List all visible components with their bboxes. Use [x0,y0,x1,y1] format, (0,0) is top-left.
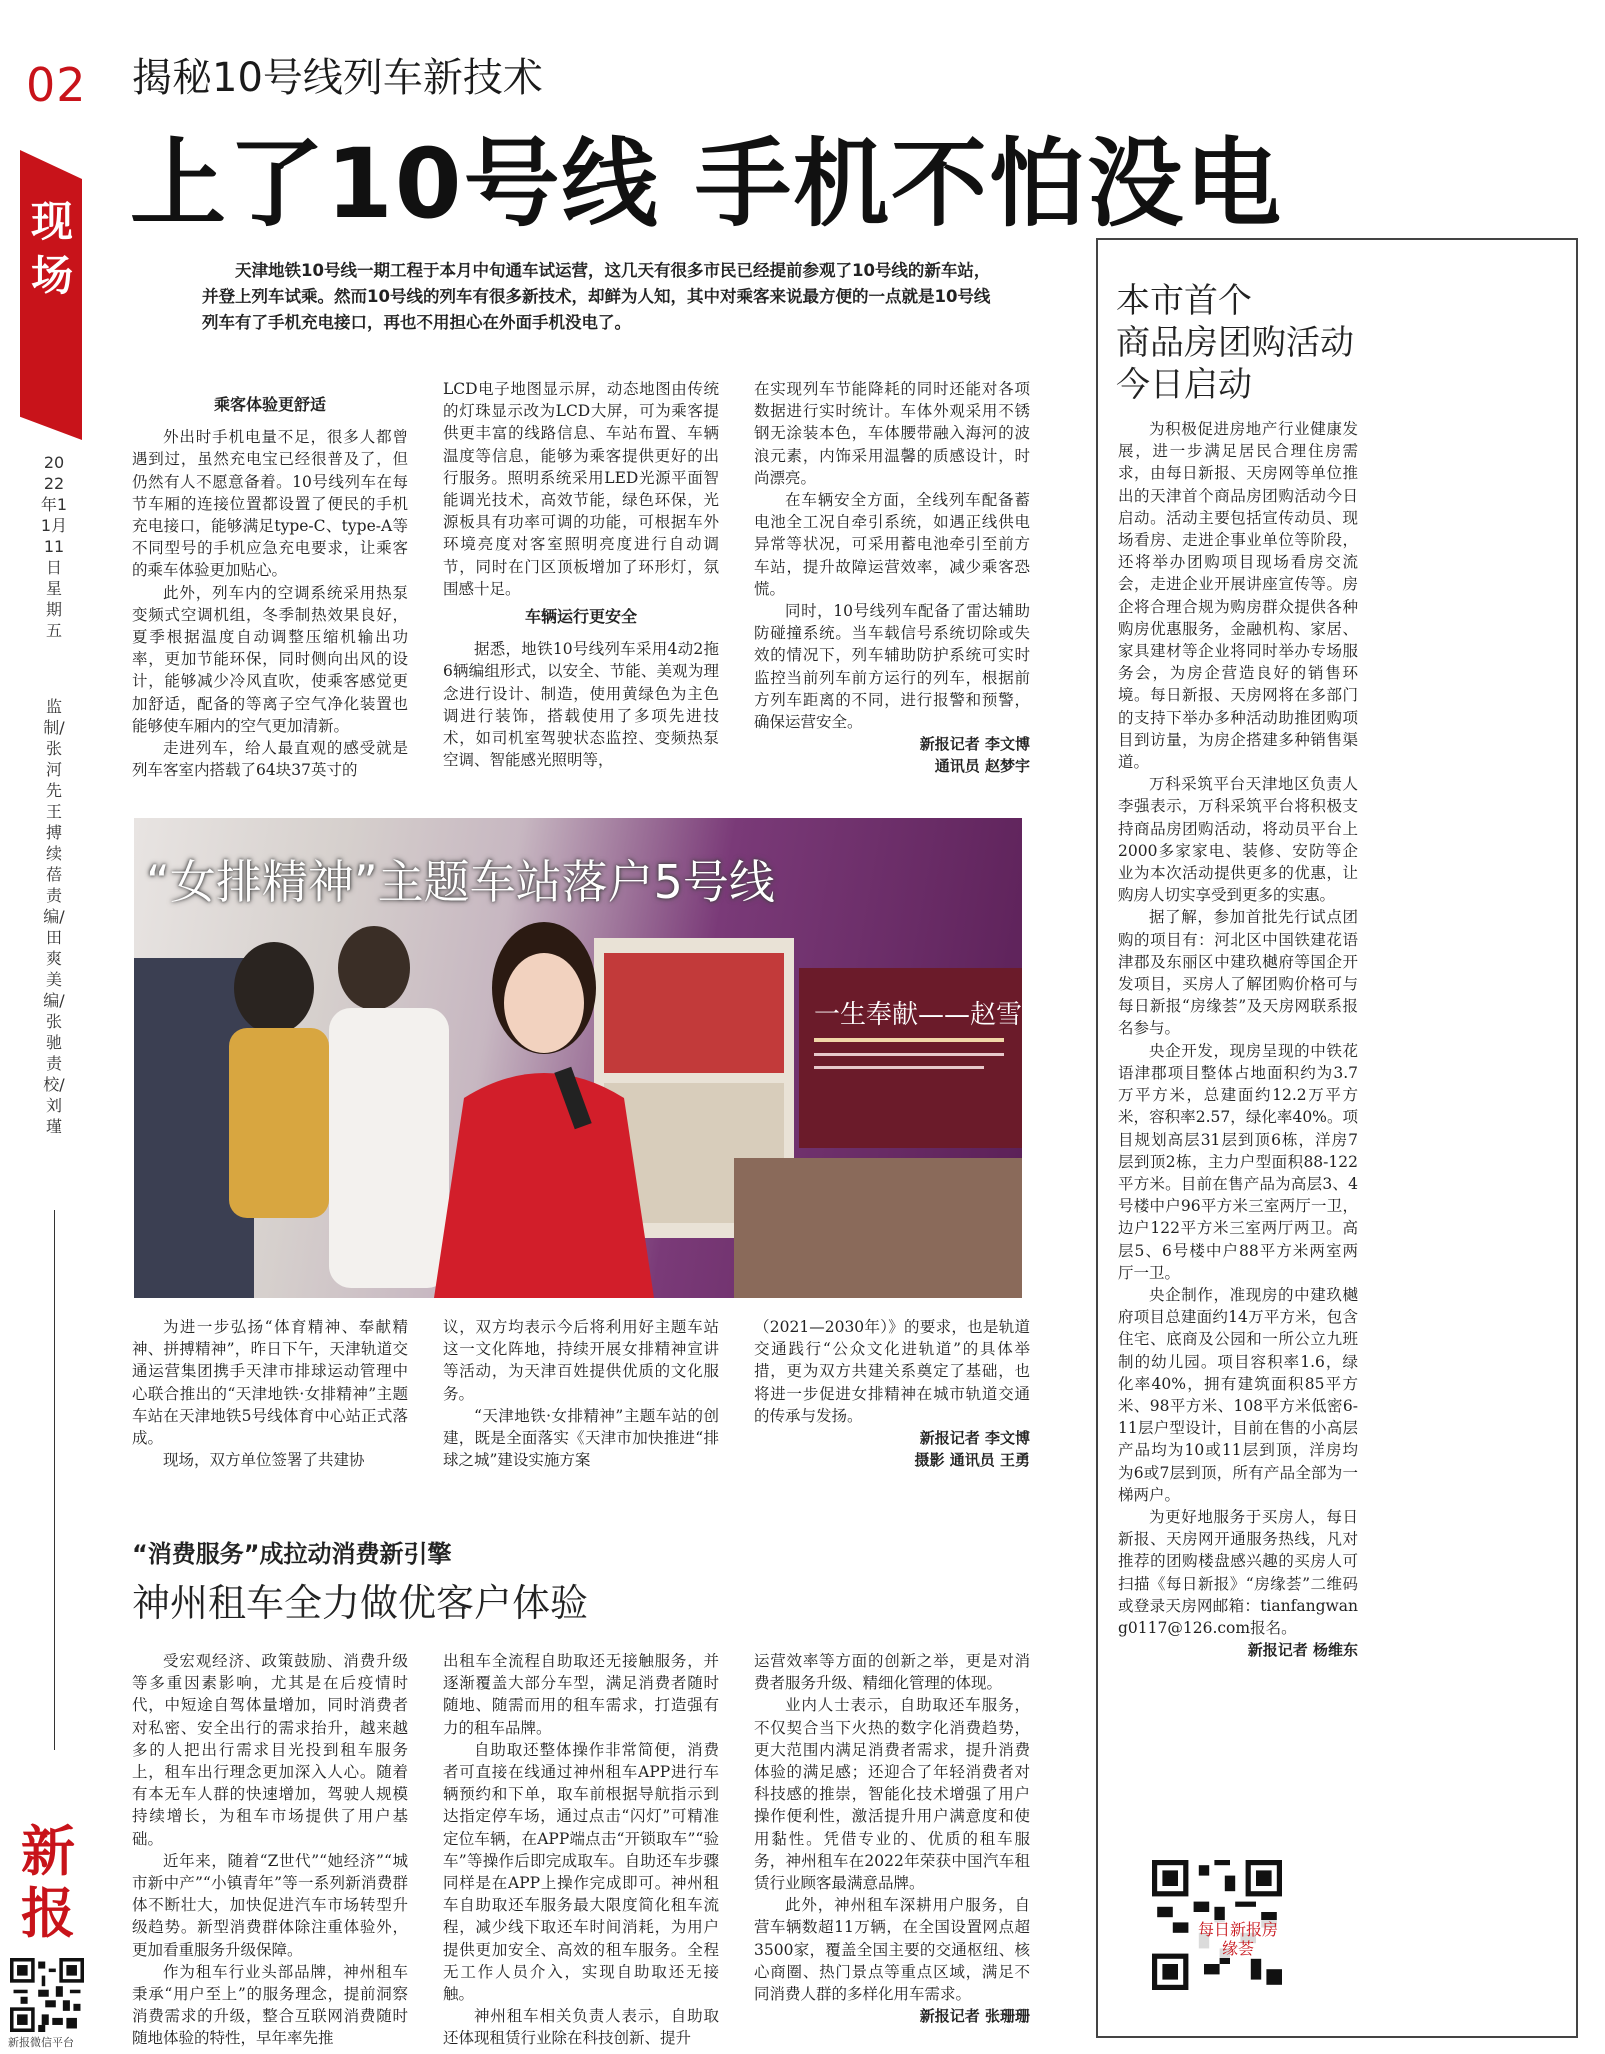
section-label: 现场 [30,197,73,300]
sidebar-body [1118,418,1358,1661]
page-number: 02 [26,58,87,112]
staff-credits: 监制/张河先 王搏 续蓓 责编/田爽 美编/张驰 责校/刘瑾 [43,697,65,1136]
rental-headline: 神州租车全力做优客户体验 [132,1581,589,1625]
wechat-qr-code[interactable] [10,1958,84,2032]
main-column-1 [132,388,408,781]
paragraph: 万科采筑平台天津地区负责人李强表示，万科采筑平台将积极支持商品房团购活动，将动员平台上2000多家家电、装修、安防等企业为本次活动提供更多的优惠，让购房人切实享受到更多的实惠。 [1118,775,1358,905]
rental-column-3 [754,1650,1030,2027]
issue-date: 2022年11月11日 星期五 [40,453,68,640]
paragraph: 运营效率等方面的创新之举，更是对消费者服务升级、精细化管理的体现。 [754,1652,1030,1693]
photo-column-2 [443,1316,719,1471]
paragraph: 为更好地服务于买房人，每日新报、天房网开通服务热线，凡对推荐的团购楼盘感兴趣的买房人可扫描《每日新报》“房缘荟”二维码或登录天房网邮箱：tianfangwang0117@126.com报名。 [1118,1507,1358,1637]
paragraph: 神州租车相关负责人表示，自助取还体现租赁行业除在科技创新、提升 [443,2007,719,2048]
sidebar-headline-line: 今日启动 [1116,365,1252,405]
paragraph: 自助取还整体操作非常简便，消费者可直接在线通过神州租车APP进行车辆预约和下单，取车前根据导航指示到达指定停车场，通过点击“闪灯”可精准定位车辆，在APP端点击“开锁取车”“验车”等操作后即完成取车。自助还车步骤同样是在APP上操作完成即可。神州租车自助取还车服务最大限度简化租车流程，减少线下取还车时间消耗，为用户提供更加安全、高效的租车服务。全程无工作人员介入，实现自助取还无接触。 [443,1740,719,2004]
paragraph: 同时，10号线列车配备了雷达辅助防碰撞系统。当车载信号系统切除或失效的情况下，列车辅助防护系统可实时监控当前列车前方运行的列车，根据前方列车距离的不同，进行报警和预警，确保运营安全。 [754,602,1030,732]
paragraph: 为积极促进房地产行业健康发展，进一步满足居民合理住房需求，由每日新报、天房网等单位推出的天津首个商品房团购活动今日启动。活动主要包括宣传动员、现场看房、走进企事业单位等阶段，还将举办团购项目现场看房交流会，走进企业开展讲座宣传等。房企将合理合规为购房群众提供各种购房优惠服务，金融机构、家居、家具建材等企业将同时举办专场服务会，为房企营造良好的销售环境。每日新报、天房网将在多部门的支持下举办多种活动助推团购项目到访量，为房企搭建多种销售渠道。 [1118,420,1358,772]
main-column-3 [754,378,1030,777]
paragraph: 据了解，参加首批先行试点团购的项目有：河北区中国铁建花语津郡及东丽区中建玖樾府等国企开发项目，买房人了解团购价格可与每日新报“房缘荟”及天房网联系报名参与。 [1118,908,1358,1038]
rental-kicker: “消费服务”成拉动消费新引擎 [132,1540,452,1568]
paragraph: 现场，双方单位签署了共建协 [163,1451,365,1470]
byline: 新报记者 李文博 [919,735,1030,754]
byline: 新报记者 张珊珊 [919,2007,1030,2026]
paragraph: 业内人士表示，自助取还车服务，不仅契合当下火热的数字化消费趋势，更大范围内满足消费者需求，提升消费体验的满足感；还迎合了年轻消费者对科技感的推崇，智能化技术增强了用户操作便利性，激活提升用户满意度和使用黏性。凭借专业的、优质的租车服务，神州租车在2022年荣获中国汽车租赁行业顾客最满意品牌。 [754,1696,1030,1893]
byline: 通讯员 赵梦宇 [934,757,1030,776]
photo-column-1 [132,1316,408,1471]
rental-column-2 [443,1650,719,2050]
paragraph: 央企开发，现房呈现的中铁花语津郡项目整体占地面积约为3.7万平方米，总建面约12.2万平方米，容积率2.57，绿化率40%。项目规划高层31层到顶6栋，洋房7层到顶2栋，主力户型面积88-122平方米。目前在售产品为高层3、4号楼中户96平方米三室两厅一卫，边户122平方米三室两厅两卫。高层5、6号楼中户88平方米两室两厅一卫。 [1118,1041,1358,1282]
paragraph: LCD电子地图显示屏，动态地图由传统的灯珠显示改为LCD大屏，可为乘客提供更丰富的线路信息、车站布置、车辆温度等信息，能够为乘客提供更好的出行服务。照明系统采用LED光源平面智能调光技术，高效节能，绿色环保，光源板具有功率可调的功能，可根据车外环境亮度对客室照明亮度进行自动调节，同时在门区顶板增加了环形灯，氛围感十足。 [443,380,719,598]
sidebar-headline [1116,280,1354,406]
photo-headline: “女排精神”主题车站落户5号线 [146,855,775,909]
paragraph: 在车辆安全方面，全线列车配备蓄电池全工况自牵引系统，如遇正线供电异常等状况，可采用蓄电池牵引至前方车站，提升故障运营效率，减少乘客恐慌。 [754,491,1030,598]
photo-column-3 [754,1316,1030,1471]
paragraph: 据悉，地铁10号线列车采用4动2拖6辆编组形式，以安全、节能、美观为理念进行设计、制造，使用黄绿色为主色调进行装饰，搭载使用了多项先进技术，如司机室驾驶状态监控、变频热泵空调、智能感光照明等， [443,640,719,770]
paragraph: 外出时手机电量不足，很多人都曾遇到过，虽然充电宝已经很普及了，但仍然有人不愿意备着。10号线列车在每节车厢的连接位置都设置了便民的手机充电接口，能够满足type-C、type-A等不同型号的手机应急充电要求，让乘客的乘车体验更加贴心。 [132,428,408,580]
main-lead: 天津地铁10号线一期工程于本月中旬通车试运营，这几天有很多市民已经提前参观了10号线的新车站，并登上列车试乘。然而10号线的列车有很多新技术，却鲜为人知，其中对乘客来说最方便的一点就是10号线列车有了手机充电接口，再也不用担心在外面手机没电了。 [202,261,991,332]
paragraph: 此外，列车内的空调系统采用热泵变频式空调机组，冬季制热效果良好，夏季根据温度自动调整压缩机输出功率，更加节能环保，同时侧向出风的设计，能够减少冷风直吹，使乘客感觉更加舒适，配备的等离子空气净化装置也能够使车厢内的空气更加清新。 [132,583,408,735]
sidebar-headline-line: 本市首个 [1116,281,1252,321]
paragraph: 出租车全流程自助取还无接触服务，并逐渐覆盖大部分车型，满足消费者随时随地、随需而用的租车需求，打造强有力的租车品牌。 [443,1652,719,1737]
masthead-logo: 新报 [21,1819,75,1945]
rental-column-1 [132,1650,408,2050]
paragraph: 近年来，随着“Z世代”“她经济”“城市新中产”“小镇青年”等一系列新消费群体不断壮大，加快促进汽车市场转型升级趋势。新型消费群体除注重体验外，更加看重服务升级保障。 [132,1851,408,1959]
paragraph: 走进列车，给人最直观的感受就是列车客室内搭载了64块37英寸的 [132,739,408,780]
paragraph: “天津地铁·女排精神”主题车站的创建，既是全面落实《天津市加快推进“排球之城”建设实施方案 [443,1406,719,1470]
byline: 新报记者 李文博 [919,1429,1030,1448]
paragraph: （2021—2030年）》的要求，也是轨道交通践行“公众文化进轨道”的具体举措，更为双方共建关系奠定了基础，也将进一步促进女排精神在城市轨道交通的传承与发扬。 [754,1318,1030,1425]
paragraph: 此外，神州租车深耕用户服务，自营车辆数超11万辆，在全国设置网点超3500家，覆盖全国主要的交通枢纽、核心商圈、热门景点等重点区域，满足不同消费人群的多样化用车需求。 [754,1896,1030,2004]
qr-label: 每日新报房缘荟 [1194,1920,1282,1958]
paragraph: 议，双方均表示今后将利用好主题车站这一文化阵地，持续开展女排精神宣讲等活动，为天津百姓提供优质的文化服务。 [443,1318,719,1403]
margin-rule [54,1210,55,1750]
photo-panel-title: 一生奉献——赵雪瑛 [814,1000,1049,1030]
main-kicker: 揭秘10号线列车新技术 [132,55,543,101]
main-column-2 [443,378,719,771]
subhead: 车辆运行更安全 [524,607,637,627]
paragraph: 作为租车行业头部品牌，神州租车秉承“用户至上”的服务理念，提前洞察消费需求的升级，整合互联网消费随时随地体验的特性，早年率先推 [132,1962,408,2048]
paragraph: 受宏观经济、政策鼓励、消费升级等多重因素影响，尤其是在后疫情时代，中短途自驾体量增加，同时消费者对私密、安全出行的需求抬升，越来越多的人把出行需求目光投到租车服务上，租车出行理念更加深入人心。随着有本无车人群的快速增加，驾驶人规模持续增长，为租车市场提供了用户基础。 [132,1652,408,1848]
qr-caption: 新报微信平台 [8,2036,74,2049]
paragraph: 央企制作，准现房的中建玖樾府项目总建面约14万平方米，包含住宅、底商及公园和一所公立九班制的幼儿园。项目容积率1.6，绿化率40%，拥有建筑面积85平方米、98平方米、108平方米低密6-11层户型设计，目前在售的小高层产品均为10或11层到顶，洋房均为6或7层到顶，所有产品全部为一梯两户。 [1118,1285,1358,1504]
sidebar-headline-line: 商品房团购活动 [1116,323,1354,363]
main-headline: 上了10号线 手机不怕没电 [130,128,1284,240]
byline: 新报记者 杨维东 [1247,1641,1358,1660]
byline: 摄影 通讯员 王勇 [914,1451,1030,1470]
subhead: 乘客体验更舒适 [213,395,326,414]
paragraph: 为进一步弘扬“体育精神、奉献精神、拼搏精神”，昨日下午，天津轨道交通运营集团携手天津市排球运动管理中心联合推出的“天津地铁·女排精神”主题车站在天津地铁5号线体育中心站正式落成。 [132,1318,408,1448]
paragraph: 在实现列车节能降耗的同时还能对各项数据进行实时统计。车体外观采用不锈钢无涂装本色，车体腰带融入海河的波浪元素，内饰采用温馨的质感设计，时尚漂亮。 [754,380,1030,487]
